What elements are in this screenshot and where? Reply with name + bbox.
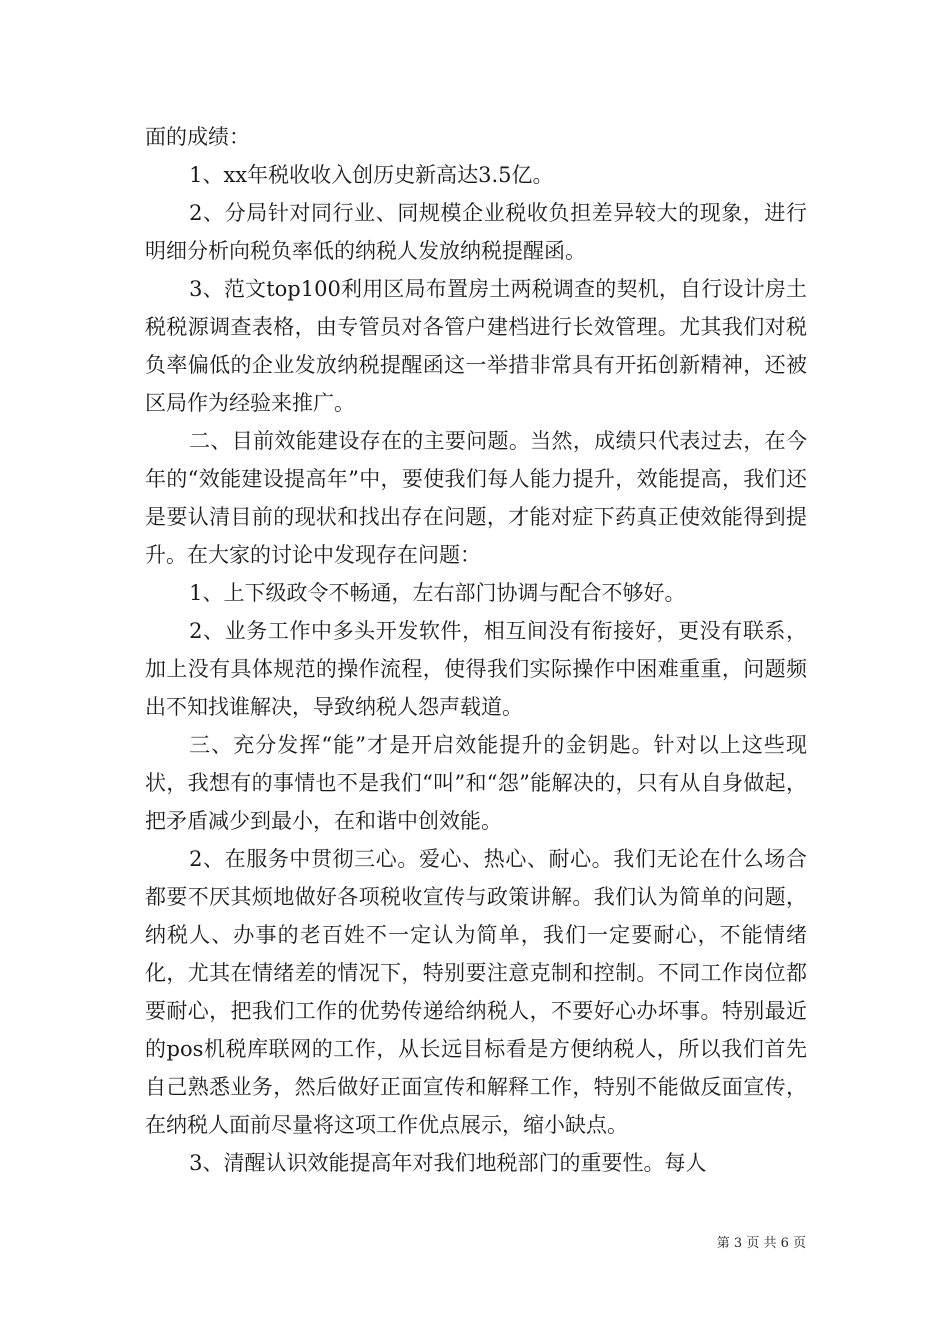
paragraph: 2、业务工作中多头开发软件，相互间没有衔接好，更没有联系，加上没有具体规范的操作流程，使得我们实际操作中困难重重，问题频出不知找谁解决，导致纳税人怨声载道。	[145, 619, 807, 719]
paragraph: 1、上下级政令不畅通，左右部门协调与配合不够好。	[189, 581, 686, 605]
paragraph: 面的成绩：	[145, 125, 250, 149]
page-number-footer: 第 3 页 共 6 页	[716, 1236, 806, 1251]
document-body	[145, 118, 807, 1182]
paragraph: 二、目前效能建设存在的主要问题。当然，成绩只代表过去，在今年的“效能建设提高年”中，要使我们每人能力提升，效能提高，我们还是要认清目前的现状和找出存在问题，才能对症下药真正使效能得到提升。在大家的讨论中发现存在问题：	[145, 429, 807, 567]
paragraph: 3、范文top100利用区局布置房土两税调查的契机，自行设计房土税税源调查表格，由专管员对各管户建档进行长效管理。尤其我们对税负率偏低的企业发放纳税提醒函这一举措非常具有开拓创新精神，还被区局作为经验来推广。	[145, 277, 807, 415]
paragraph: 2、在服务中贯彻三心。爱心、热心、耐心。我们无论在什么场合都要不厌其烦地做好各项税收宣传与政策讲解。我们认为简单的问题，纳税人、办事的老百姓不一定认为简单，我们一定要耐心，不能情绪化，尤其在情绪差的情况下，特别要注意克制和控制。不同工作岗位都要耐心，把我们工作的优势传递给纳税人，不要好心办坏事。特别最近的pos机税库联网的工作，从长远目标看是方便纳税人，所以我们首先自己熟悉业务，然后做好正面宣传和解释工作，特别不能做反面宣传，在纳税人面前尽量将这项工作优点展示，缩小缺点。	[145, 847, 807, 1137]
paragraph: 三、充分发挥“能”才是开启效能提升的金钥匙。针对以上这些现状，我想有的事情也不是我们“叫”和“怨”能解决的，只有从自身做起，把矛盾减少到最小，在和谐中创效能。	[145, 733, 807, 833]
paragraph: 3、清醒认识效能提高年对我们地税部门的重要性。每人	[189, 1151, 707, 1175]
paragraph: 2、分局针对同行业、同规模企业税收负担差异较大的现象，进行明细分析向税负率低的纳税人发放纳税提醒函。	[145, 201, 807, 263]
paragraph: 1、xx年税收收入创历史新高达3.5亿。	[189, 163, 554, 187]
